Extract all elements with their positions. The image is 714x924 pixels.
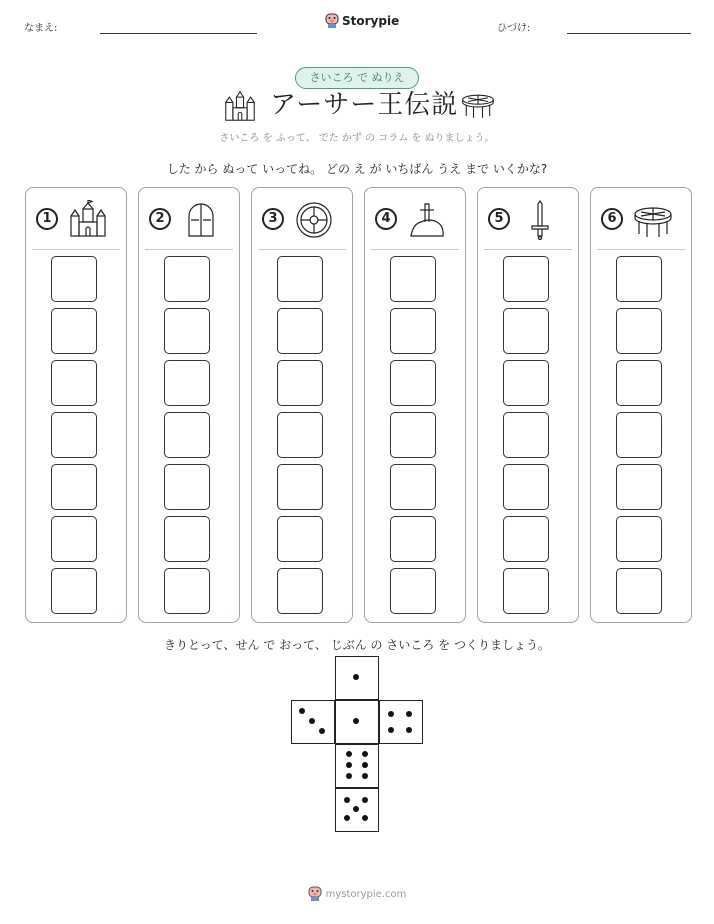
color-box[interactable]	[503, 568, 549, 614]
column-divider	[484, 249, 572, 250]
color-box[interactable]	[503, 256, 549, 302]
pip	[406, 727, 412, 733]
color-box[interactable]	[277, 464, 323, 510]
die-face-3	[291, 700, 335, 744]
color-box[interactable]	[503, 464, 549, 510]
pip	[353, 806, 359, 812]
color-box[interactable]	[390, 360, 436, 406]
color-box[interactable]	[277, 256, 323, 302]
column-header	[26, 188, 126, 248]
color-box[interactable]	[164, 568, 210, 614]
shield-icon	[294, 200, 334, 240]
color-box[interactable]	[616, 308, 662, 354]
color-box[interactable]	[51, 464, 97, 510]
color-box[interactable]	[390, 568, 436, 614]
date-line	[567, 33, 691, 34]
column-number: 4	[375, 208, 397, 230]
pip	[362, 815, 368, 821]
color-box[interactable]	[616, 360, 662, 406]
color-box[interactable]	[390, 412, 436, 458]
pip	[388, 727, 394, 733]
column-divider	[597, 249, 685, 250]
color-box[interactable]	[390, 464, 436, 510]
color-box[interactable]	[51, 308, 97, 354]
die-face-5	[335, 788, 379, 832]
column-header	[591, 188, 691, 248]
color-box[interactable]	[616, 464, 662, 510]
column-number: 3	[262, 208, 284, 230]
brand-name: Storypie	[342, 14, 400, 28]
die-face-1	[335, 656, 379, 700]
pig-mascot-icon	[325, 13, 339, 29]
color-box[interactable]	[503, 412, 549, 458]
sword-in-stone-icon	[407, 200, 447, 240]
color-box[interactable]	[616, 568, 662, 614]
pip	[353, 718, 359, 724]
footer-url[interactable]: mystorypie.com	[325, 888, 407, 900]
category-badge: さいころ で ぬりえ	[295, 67, 419, 89]
cut-instruction: きりとって、せん で おって、 じぶん の さいころ を つくりましょう。	[164, 638, 550, 652]
round-table-icon	[633, 200, 673, 240]
pip	[346, 773, 352, 779]
color-box[interactable]	[277, 308, 323, 354]
pip	[362, 751, 368, 757]
column-number: 1	[36, 208, 58, 230]
pip	[353, 674, 359, 680]
color-box[interactable]	[51, 360, 97, 406]
color-box[interactable]	[390, 308, 436, 354]
color-box[interactable]	[390, 256, 436, 302]
round-table-icon	[460, 92, 496, 120]
pip	[362, 797, 368, 803]
column-header	[478, 188, 578, 248]
pip	[344, 797, 350, 803]
column-number: 6	[601, 208, 623, 230]
color-box[interactable]	[164, 308, 210, 354]
column-header	[365, 188, 465, 248]
sword-icon	[520, 200, 560, 240]
page-title: アーサー王伝説	[270, 90, 459, 120]
column-divider	[371, 249, 459, 250]
die-face-1	[335, 700, 379, 744]
color-box[interactable]	[277, 360, 323, 406]
color-box[interactable]	[277, 516, 323, 562]
title-row	[0, 88, 714, 124]
column-divider	[145, 249, 233, 250]
instruction-text: した から ぬって いってね。 どの え が いちばん うえ まで いくかな?	[166, 162, 548, 176]
pip	[319, 728, 325, 734]
name-line	[100, 33, 257, 34]
name-label: なまえ:	[24, 23, 58, 34]
header	[0, 0, 714, 50]
color-box[interactable]	[390, 516, 436, 562]
column-number: 5	[488, 208, 510, 230]
color-box[interactable]	[164, 516, 210, 562]
column-4	[364, 187, 466, 623]
color-box[interactable]	[277, 568, 323, 614]
column-number: 2	[149, 208, 171, 230]
die-face-4	[379, 700, 423, 744]
pip	[299, 708, 305, 714]
color-box[interactable]	[51, 568, 97, 614]
logo	[325, 13, 399, 29]
color-box[interactable]	[503, 308, 549, 354]
pip	[388, 711, 394, 717]
pip	[406, 711, 412, 717]
pip	[309, 718, 315, 724]
color-box[interactable]	[503, 360, 549, 406]
column-1	[25, 187, 127, 623]
column-header	[139, 188, 239, 248]
color-box[interactable]	[51, 256, 97, 302]
column-header	[252, 188, 352, 248]
pip	[344, 815, 350, 821]
date-label: ひづけ:	[497, 23, 531, 34]
column-divider	[32, 249, 120, 250]
color-box[interactable]	[616, 256, 662, 302]
column-5	[477, 187, 579, 623]
footer	[0, 886, 714, 905]
color-box[interactable]	[164, 412, 210, 458]
subtitle: さいころ を ふって、 でた かず の コラム を ぬりましょう。	[219, 133, 495, 144]
pip	[346, 751, 352, 757]
color-box[interactable]	[616, 516, 662, 562]
color-box[interactable]	[616, 412, 662, 458]
pip	[362, 773, 368, 779]
color-box[interactable]	[164, 464, 210, 510]
color-box[interactable]	[51, 412, 97, 458]
pig-mascot-icon	[308, 886, 322, 902]
color-box[interactable]	[277, 412, 323, 458]
castle-icon	[222, 90, 258, 122]
column-6	[590, 187, 692, 623]
knight-helmet-icon	[181, 200, 221, 240]
color-box[interactable]	[164, 256, 210, 302]
column-2	[138, 187, 240, 623]
color-box[interactable]	[503, 516, 549, 562]
column-divider	[258, 249, 346, 250]
die-face-6	[335, 744, 379, 788]
column-3	[251, 187, 353, 623]
pip	[346, 762, 352, 768]
color-box[interactable]	[51, 516, 97, 562]
color-box[interactable]	[164, 360, 210, 406]
castle-icon	[68, 200, 108, 240]
pip	[362, 762, 368, 768]
